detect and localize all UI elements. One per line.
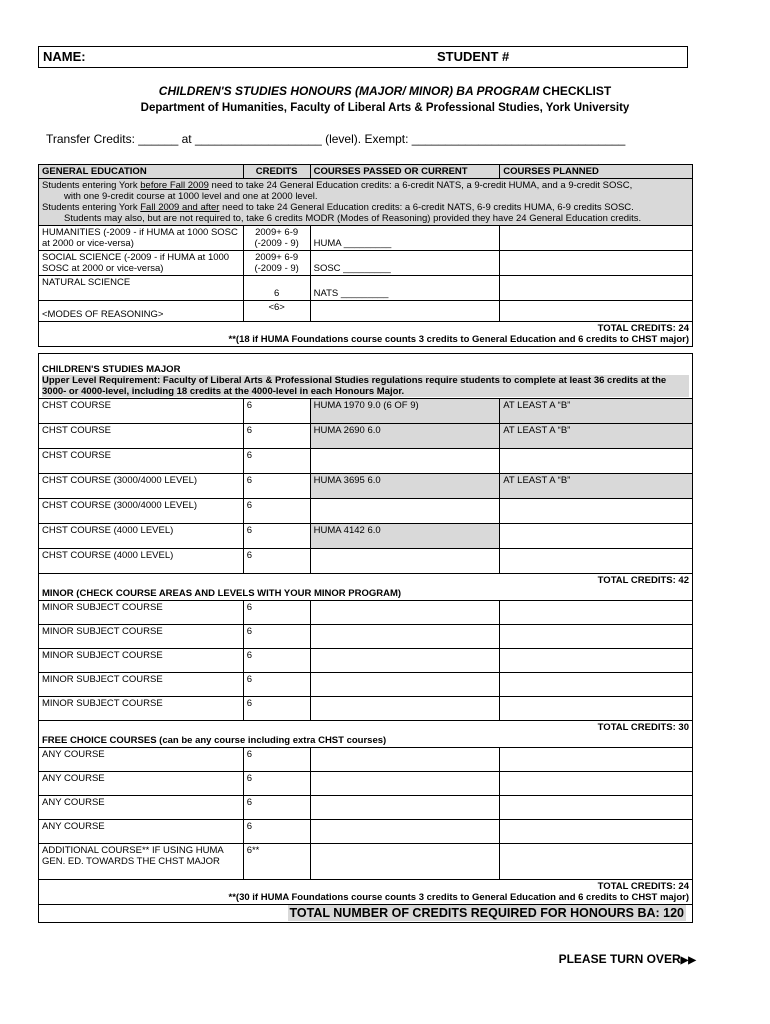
free-row: ANY COURSE 6 (39, 772, 693, 796)
major-row: CHST COURSE (3000/4000 LEVEL) 6 (39, 499, 693, 524)
minor-heading: MINOR (CHECK COURSE AREAS AND LEVELS WITH YOUR MINOR PROGRAM) (42, 588, 402, 599)
program-table (38, 353, 693, 923)
col-planned: COURSES PLANNED (500, 165, 693, 179)
please-turn-over (559, 952, 696, 966)
minor-total: TOTAL CREDITS: 30 (597, 722, 689, 733)
gen-ed-header-row (39, 165, 693, 179)
gen-ed-note-modr: Students may also, but are not required to, take 6 credits MODR (Modes of Reasoning) provided they have 24 General Education credits. (64, 213, 642, 224)
minor-row: MINOR SUBJECT COURSE 6 (39, 625, 693, 649)
gen-ed-total-note: **(18 if HUMA Foundations course counts 3 credits to General Education and 6 credits to CHST major) (228, 334, 689, 345)
gen-ed-total-row (39, 322, 693, 347)
name-student-box (38, 46, 688, 68)
gen-ed-row-natural-science: NATURAL SCIENCE 6 NATS _________ (39, 276, 693, 301)
minor-row: MINOR SUBJECT COURSE 6 (39, 649, 693, 673)
gen-ed-note-pre2009-cont: with one 9-credit course at 1000 level and one at 2000 level. (64, 191, 318, 202)
grand-total-row (39, 905, 693, 923)
minor-row: MINOR SUBJECT COURSE 6 (39, 697, 693, 721)
free-row: ANY COURSE 6 (39, 820, 693, 844)
major-requirement: Upper Level Requirement: Faculty of Liberal Arts & Professional Studies regulations require students to complete at least 36 credits at the 3000- or 4000-level, including 18 credits at the 4000-level in each Honours Major. (42, 375, 689, 397)
transfer-credits-line: Transfer Credits: ______ at ___________________ (level). Exempt: ________________________________ (46, 132, 626, 146)
name-label: NAME: (43, 49, 86, 64)
free-total-row (39, 880, 693, 905)
free-row: ANY COURSE 6 (39, 796, 693, 820)
free-total-note: **(30 if HUMA Foundations course counts 3 credits to General Education and 6 credits to CHST major) (228, 892, 689, 903)
page-title (0, 84, 770, 98)
major-heading-row (39, 354, 693, 399)
minor-row: MINOR SUBJECT COURSE 6 (39, 601, 693, 625)
gen-ed-notes-row (39, 179, 693, 226)
major-total: TOTAL CREDITS: 42 (597, 575, 689, 586)
gen-ed-note-2009: Students entering York Fall 2009 and after need to take 24 General Education credits: a 6-credit NATS, 6-9 credits HUMA, 6-9 credits SOSC. (42, 202, 634, 213)
minor-total-and-free-heading-row (39, 721, 693, 748)
student-number-label: STUDENT # (437, 49, 510, 64)
major-row: CHST COURSE 6 (39, 449, 693, 474)
major-total-and-minor-heading-row (39, 574, 693, 601)
col-passed: COURSES PASSED OR CURRENT (310, 165, 500, 179)
free-row: ANY COURSE 6 (39, 748, 693, 772)
col-general-education: GENERAL EDUCATION (39, 165, 244, 179)
gen-ed-notes (39, 179, 693, 226)
major-row: CHST COURSE (4000 LEVEL) 6 (39, 549, 693, 574)
department-line: Department of Humanities, Faculty of Liberal Arts & Professional Studies, York University (140, 102, 630, 114)
gen-ed-total: TOTAL CREDITS: 24 **(18 if HUMA Foundations course counts 3 credits to General Education and 6 credits to CHST major) (39, 322, 693, 347)
minor-row: MINOR SUBJECT COURSE 6 (39, 673, 693, 697)
title-checklist: CHECKLIST (539, 84, 612, 98)
free-heading: FREE CHOICE COURSES (can be any course including extra CHST courses) (42, 735, 387, 746)
gen-ed-row-social-science: SOCIAL SCIENCE (-2009 - if HUMA at 1000 SOSC at 2000 or vice-versa) 2009+ 6-9 (-2009 - 9) SOSC _________ (39, 251, 693, 276)
major-row: CHST COURSE (3000/4000 LEVEL) 6 HUMA 3695 6.0 AT LEAST A “B” (39, 474, 693, 499)
major-heading: CHILDREN'S STUDIES MAJOR (42, 364, 181, 375)
col-credits: CREDITS (243, 165, 310, 179)
major-row: CHST COURSE 6 HUMA 2690 6.0 AT LEAST A “B” (39, 424, 693, 449)
turn-over-label: PLEASE TURN OVER (558, 952, 681, 966)
gen-ed-row-modes-of-reasoning: <MODES OF REASONING> <6> (39, 301, 693, 322)
grand-total: TOTAL NUMBER OF CREDITS REQUIRED FOR HONOURS BA: 120 (289, 906, 684, 920)
major-row: CHST COURSE (4000 LEVEL) 6 HUMA 4142 6.0 (39, 524, 693, 549)
gen-ed-row-humanities: HUMANITIES (-2009 - if HUMA at 1000 SOSC at 2000 or vice-versa) 2009+ 6-9 (-2009 - 9) HUMA _________ (39, 226, 693, 251)
gen-ed-note-pre2009: Students entering York before Fall 2009 need to take 24 General Education credits: a 6-credit NATS, a 9-credit HUMA, and a 9-credit SOSC, (42, 180, 633, 191)
title-program: CHILDREN'S STUDIES HONOURS (MAJOR/ MINOR) BA PROGRAM (158, 84, 540, 98)
general-education-table (38, 164, 693, 347)
double-arrow-icon: ▶▶ (680, 955, 696, 966)
free-row: ADDITIONAL COURSE** IF USING HUMA GEN. ED. TOWARDS THE CHST MAJOR 6** (39, 844, 693, 880)
major-row: CHST COURSE 6 HUMA 1970 9.0 (6 OF 9) AT LEAST A “B” (39, 399, 693, 424)
free-total: TOTAL CREDITS: 24 (597, 881, 689, 892)
